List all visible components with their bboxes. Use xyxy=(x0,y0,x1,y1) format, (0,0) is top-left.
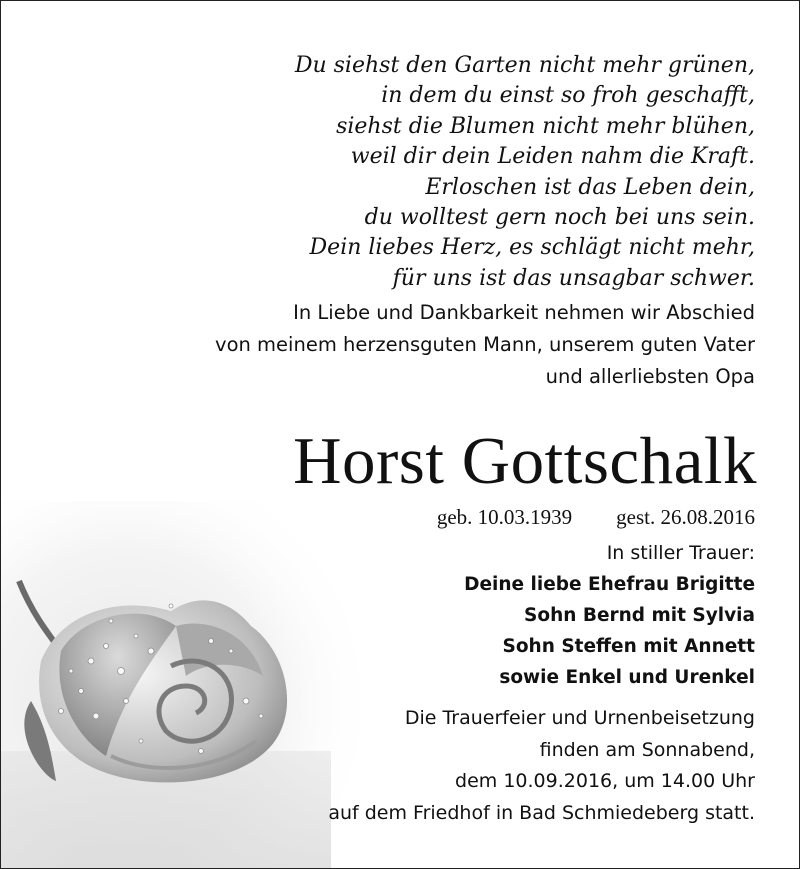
life-dates xyxy=(195,503,755,531)
poem-line: Du siehst den Garten nicht mehr grünen, xyxy=(294,53,755,78)
mourner-name: sowie Enkel und Urenkel xyxy=(499,667,755,688)
poem-line: du wolltest gern noch bei uns sein. xyxy=(364,205,755,231)
ceremony-line: finden am Sonnabend, xyxy=(539,738,755,761)
poem-line: für uns ist das unsagbar schwer. xyxy=(392,265,755,291)
farewell-line: von meinem herzensguten Mann, unserem guten Vater xyxy=(215,333,755,356)
mourner-name: Sohn Bernd mit Sylvia xyxy=(524,605,755,626)
poem-line: siehst die Blumen nicht mehr blühen, xyxy=(336,113,755,139)
birth-date: geb. 10.03.1939 xyxy=(436,505,573,529)
mourners-intro: In stiller Trauer: xyxy=(606,542,755,564)
mourner-name: Sohn Steffen mit Annett xyxy=(502,636,755,657)
mourner-name: Deine liebe Ehefrau Brigitte xyxy=(464,574,755,595)
ceremony-line: auf dem Friedhof in Bad Schmiedeberg statt. xyxy=(328,801,755,824)
poem xyxy=(155,51,755,294)
mourners xyxy=(235,538,755,693)
farewell-line: und allerliebsten Opa xyxy=(545,365,755,388)
deceased-name: Horst Gottschalk xyxy=(293,424,757,498)
ceremony-info xyxy=(115,703,755,829)
ceremony-line: Die Trauerfeier und Urnenbeisetzung xyxy=(404,707,755,729)
farewell-line: In Liebe und Dankbarkeit nehmen wir Abschied xyxy=(293,301,755,324)
farewell-text xyxy=(75,297,755,393)
death-date: gest. 26.08.2016 xyxy=(616,505,755,529)
poem-line: Erloschen ist das Leben dein, xyxy=(425,174,755,200)
poem-line: Dein liebes Herz, es schlägt nicht mehr, xyxy=(309,235,755,261)
ceremony-line: dem 10.09.2016, um 14.00 Uhr xyxy=(455,770,755,792)
poem-line: weil dir dein Leiden nahm die Kraft. xyxy=(350,144,755,170)
poem-line: in dem du einst so froh geschafft, xyxy=(381,83,755,109)
